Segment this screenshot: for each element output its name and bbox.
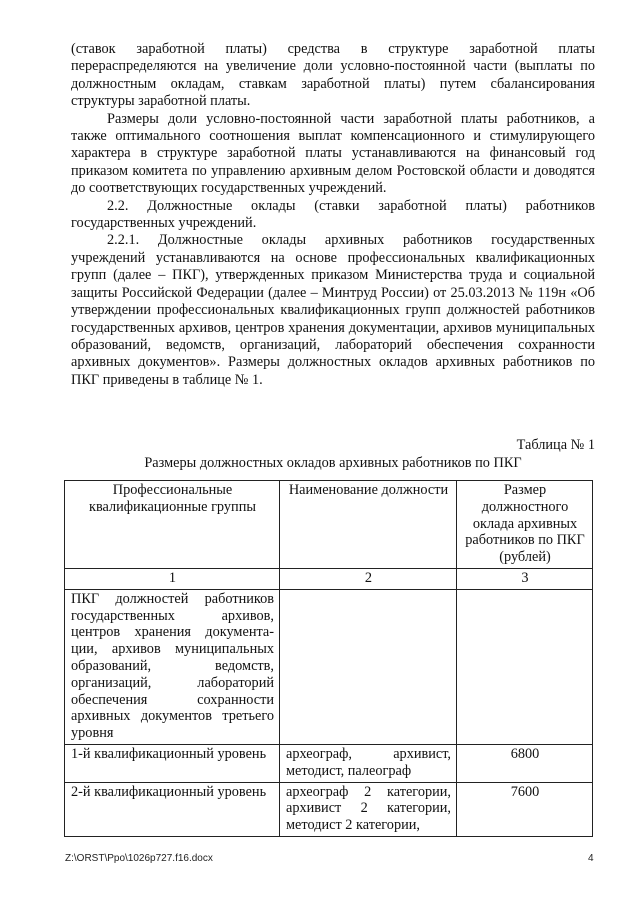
paragraph-1: (ставок заработной платы) средства в структуре заработной платы перераспределяются на увеличение доли условно-постоянной части (выплаты по должностным окладам, ставкам заработной платы) путем сбалансирования структуры заработной платы. [71, 41, 595, 110]
empty-cell [280, 589, 457, 744]
footer-page-number: 4 [588, 853, 594, 864]
header-cell-position: Наименование должности [280, 481, 457, 569]
column-number-2: 2 [280, 569, 457, 590]
table-row [65, 744, 593, 782]
paragraph-3: 2.2. Должностные оклады (ставки заработной платы) работников государственных учреждений. [71, 197, 595, 232]
column-number-1: 1 [65, 569, 280, 590]
empty-cell [457, 589, 593, 744]
table-number: Таблица № 1 [516, 437, 595, 453]
header-cell-group: Профессиональные квалификационные группы [65, 481, 280, 569]
salary-table [64, 480, 593, 837]
salary-cell: 6800 [457, 744, 593, 782]
qualification-level-cell: 1-й квалификационный уровень [65, 744, 280, 782]
salary-cell: 7600 [457, 782, 593, 836]
table-caption [71, 436, 595, 472]
positions-cell: археограф 2 категории, архивист 2 категории, методист 2 категории, [280, 782, 457, 836]
header-cell-salary: Размер должностного оклада архивных работников по ПКГ (рублей) [457, 481, 593, 569]
qualification-level-cell: 2-й квалификационный уровень [65, 782, 280, 836]
table-row [65, 782, 593, 836]
table-title: Размеры должностных окладов архивных работников по ПКГ [144, 455, 522, 471]
table-group-row [65, 589, 593, 744]
group-name-cell: ПКГ должностей работников государственных архивов, центров хранения документа-ции, архивов муниципальных образований, ведомств, организаций, лабораторий обеспечения сохранности архивных документов третьего уровня [65, 589, 280, 744]
table-header-row [65, 481, 593, 569]
table-numbering-row [65, 569, 593, 590]
body-text [71, 41, 595, 389]
column-number-3: 3 [457, 569, 593, 590]
positions-cell: археограф, архивист, методист, палеограф [280, 744, 457, 782]
paragraph-2: Размеры доли условно-постоянной части заработной платы работников, а также оптимального соотношения выплат компенсационного и стимулирующего характера в структуре заработной платы устанавливаются на финансовый год приказом комитета по управлению архивным делом Ростовской области и доводятся до соответствующих государственных учреждений. [71, 110, 595, 197]
paragraph-4: 2.2.1. Должностные оклады архивных работников государственных учреждений устанавливаются на основе профессиональных квалификационных групп (далее – ПКГ), утвержденных приказом Министерства труда и социальной защиты Российской Федерации (далее – Минтруд России) от 25.03.2013 № 119н «Об утверждении профессиональных квалификационных групп должностей работников государственных архивов, центров хранения документации, архивов муниципальных образований, ведомств, организаций, лабораторий обеспечения сохранности архивных документов». Размеры должностных окладов архивных работников по ПКГ приведены в таблице № 1. [71, 232, 595, 388]
footer-file-path: Z:\ORST\Ppo\1026p727.f16.docx [65, 853, 213, 864]
